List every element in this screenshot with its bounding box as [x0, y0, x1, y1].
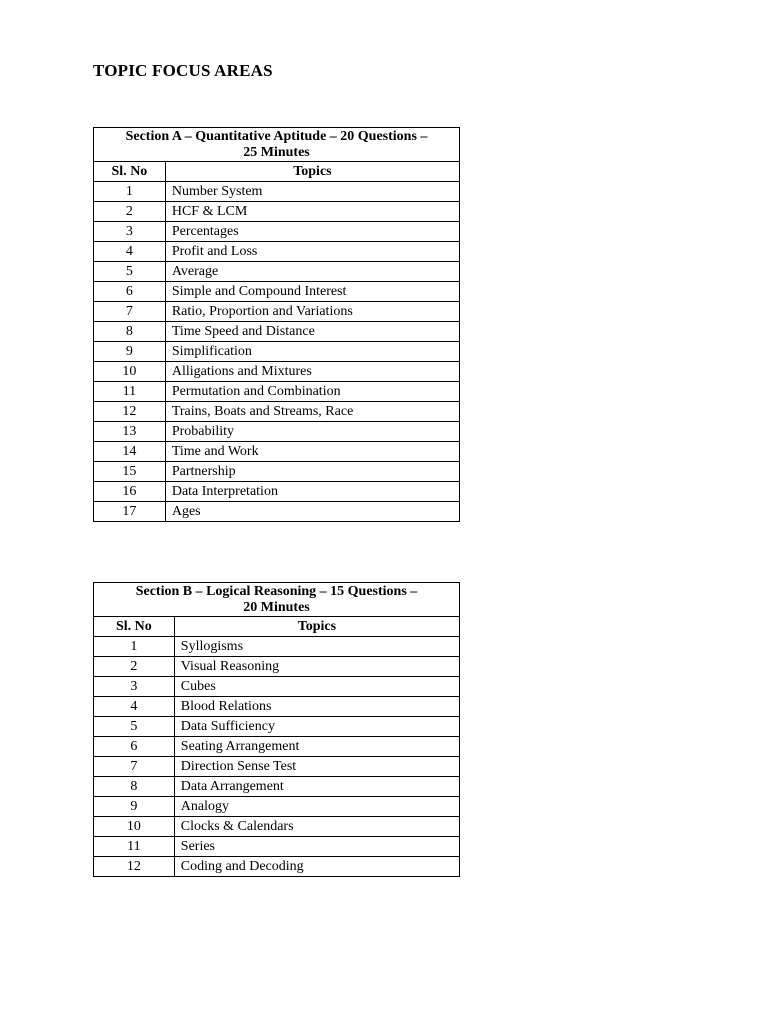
- section-a-caption-line1: Section A – Quantitative Aptitude – 20 Questions –: [125, 128, 428, 144]
- row-topic: Average: [165, 262, 459, 282]
- row-topic: Profit and Loss: [165, 242, 459, 262]
- row-number: 11: [94, 382, 166, 402]
- section-a-caption: [94, 128, 460, 162]
- row-topic: Simplification: [165, 342, 459, 362]
- row-number: 12: [94, 857, 175, 877]
- row-number: 1: [94, 182, 166, 202]
- row-topic: Direction Sense Test: [174, 757, 459, 777]
- row-topic: Series: [174, 837, 459, 857]
- row-number: 10: [94, 362, 166, 382]
- section-a-header-row: [94, 162, 460, 182]
- row-number: 13: [94, 422, 166, 442]
- row-topic: Percentages: [165, 222, 459, 242]
- row-topic: Clocks & Calendars: [174, 817, 459, 837]
- row-number: 2: [94, 657, 175, 677]
- row-topic: Alligations and Mixtures: [165, 362, 459, 382]
- row-number: 7: [94, 302, 166, 322]
- row-topic: Blood Relations: [174, 697, 459, 717]
- row-topic: Visual Reasoning: [174, 657, 459, 677]
- row-number: 6: [94, 737, 175, 757]
- row-number: 1: [94, 637, 175, 657]
- table-row: [94, 222, 460, 242]
- table-row: [94, 242, 460, 262]
- row-number: 16: [94, 482, 166, 502]
- row-topic: Partnership: [165, 462, 459, 482]
- row-number: 11: [94, 837, 175, 857]
- row-number: 10: [94, 817, 175, 837]
- row-topic: Cubes: [174, 677, 459, 697]
- table-row: [94, 717, 460, 737]
- section-a-caption-row: [94, 128, 460, 162]
- row-topic: Data Interpretation: [165, 482, 459, 502]
- table-row: [94, 342, 460, 362]
- section-b-caption-line1: Section B – Logical Reasoning – 15 Questions –: [135, 583, 418, 599]
- table-row: [94, 322, 460, 342]
- row-topic: Ages: [165, 502, 459, 522]
- section-a-caption-line2: 25 Minutes: [243, 144, 310, 160]
- row-topic: Data Arrangement: [174, 777, 459, 797]
- table-row: [94, 302, 460, 322]
- row-topic: Time and Work: [165, 442, 459, 462]
- row-number: 3: [94, 222, 166, 242]
- section-b-caption-line2: 20 Minutes: [243, 599, 310, 615]
- table-row: [94, 482, 460, 502]
- section-b-table: [93, 582, 460, 877]
- table-row: [94, 202, 460, 222]
- table-row: [94, 797, 460, 817]
- row-number: 17: [94, 502, 166, 522]
- page-title: TOPIC FOCUS AREAS: [93, 61, 273, 80]
- table-row: [94, 262, 460, 282]
- table-row: [94, 502, 460, 522]
- table-row: [94, 362, 460, 382]
- row-number: 9: [94, 342, 166, 362]
- row-number: 8: [94, 777, 175, 797]
- table-row: [94, 657, 460, 677]
- section-a-table: [93, 127, 460, 522]
- row-topic: Time Speed and Distance: [165, 322, 459, 342]
- table-row: [94, 837, 460, 857]
- row-topic: Ratio, Proportion and Variations: [165, 302, 459, 322]
- table-row: [94, 777, 460, 797]
- row-topic: Coding and Decoding: [174, 857, 459, 877]
- row-number: 14: [94, 442, 166, 462]
- row-number: 2: [94, 202, 166, 222]
- table-row: [94, 182, 460, 202]
- section-b-header-row: [94, 617, 460, 637]
- row-number: 15: [94, 462, 166, 482]
- row-number: 7: [94, 757, 175, 777]
- row-number: 4: [94, 697, 175, 717]
- table-row: [94, 402, 460, 422]
- row-number: 5: [94, 717, 175, 737]
- row-topic: Syllogisms: [174, 637, 459, 657]
- row-topic: Trains, Boats and Streams, Race: [165, 402, 459, 422]
- table-row: [94, 282, 460, 302]
- row-number: 3: [94, 677, 175, 697]
- section-a-col-topics: Topics: [165, 162, 459, 182]
- row-topic: Simple and Compound Interest: [165, 282, 459, 302]
- row-number: 6: [94, 282, 166, 302]
- row-topic: HCF & LCM: [165, 202, 459, 222]
- section-b-body: [94, 637, 460, 877]
- table-row: [94, 737, 460, 757]
- row-topic: Seating Arrangement: [174, 737, 459, 757]
- table-row: [94, 677, 460, 697]
- table-row: [94, 637, 460, 657]
- table-row: [94, 817, 460, 837]
- row-number: 4: [94, 242, 166, 262]
- table-row: [94, 422, 460, 442]
- row-topic: Permutation and Combination: [165, 382, 459, 402]
- section-b-caption-row: [94, 583, 460, 617]
- table-row: [94, 857, 460, 877]
- row-topic: Number System: [165, 182, 459, 202]
- table-row: [94, 382, 460, 402]
- table-row: [94, 757, 460, 777]
- row-topic: Analogy: [174, 797, 459, 817]
- section-b-col-sl-no: Sl. No: [94, 617, 175, 637]
- section-b-caption: [94, 583, 460, 617]
- row-number: 9: [94, 797, 175, 817]
- row-number: 5: [94, 262, 166, 282]
- section-a-body: [94, 182, 460, 522]
- row-topic: Probability: [165, 422, 459, 442]
- row-number: 12: [94, 402, 166, 422]
- table-row: [94, 442, 460, 462]
- section-b-col-topics: Topics: [174, 617, 459, 637]
- row-number: 8: [94, 322, 166, 342]
- table-row: [94, 462, 460, 482]
- row-topic: Data Sufficiency: [174, 717, 459, 737]
- table-row: [94, 697, 460, 717]
- section-a-col-sl-no: Sl. No: [94, 162, 166, 182]
